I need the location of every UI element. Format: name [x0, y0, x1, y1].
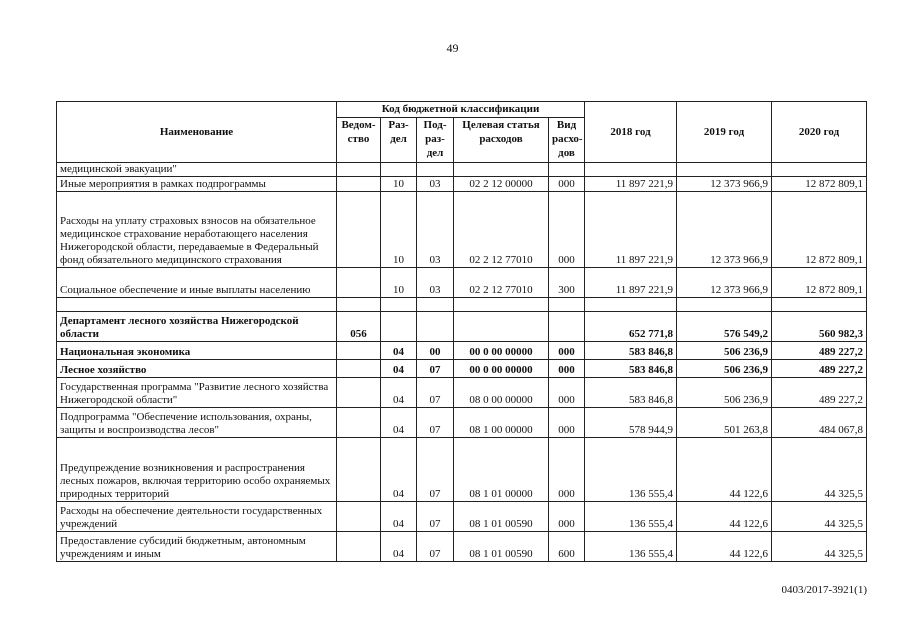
cell-name — [57, 298, 337, 312]
cell-tselevaya-statya: 02 2 12 77010 — [454, 268, 549, 298]
cell-name: Национальная экономика — [57, 342, 337, 360]
cell-2019: 501 263,8 — [677, 408, 772, 438]
cell-name: Иные мероприятия в рамках подпрограммы — [57, 177, 337, 192]
cell-vid-raskhodov: 000 — [549, 438, 585, 502]
cell-name: Лесное хозяйство — [57, 360, 337, 378]
cell-2020: 489 227,2 — [772, 342, 867, 360]
cell-name: Государственная программа "Развитие лесного хозяйства Нижегородской области" — [57, 378, 337, 408]
cell-2019: 506 236,9 — [677, 360, 772, 378]
cell-name: Предоставление субсидий бюджетным, автономным учреждениям и иным — [57, 532, 337, 562]
cell-vedomstvo — [337, 532, 381, 562]
cell-podrazdel: 03 — [417, 192, 454, 268]
cell-razdel: 04 — [381, 360, 417, 378]
cell-vid-raskhodov — [549, 312, 585, 342]
cell-2020: 12 872 809,1 — [772, 177, 867, 192]
cell-2019: 12 373 966,9 — [677, 268, 772, 298]
cell-razdel: 10 — [381, 192, 417, 268]
cell-tselevaya-statya: 08 0 00 00000 — [454, 378, 549, 408]
table-row — [57, 532, 867, 562]
table-row — [57, 438, 867, 502]
cell-vid-raskhodov — [549, 298, 585, 312]
cell-vedomstvo — [337, 192, 381, 268]
header-tselevaya-statya: Целевая статья расходов — [454, 118, 549, 163]
header-name: Наименование — [57, 102, 337, 163]
table-row — [57, 163, 867, 177]
cell-vedomstvo — [337, 408, 381, 438]
cell-2019: 44 122,6 — [677, 438, 772, 502]
cell-name: Социальное обеспечение и иные выплаты населению — [57, 268, 337, 298]
cell-razdel: 04 — [381, 378, 417, 408]
cell-vid-raskhodov: 600 — [549, 532, 585, 562]
table-row — [57, 360, 867, 378]
table-row — [57, 298, 867, 312]
header-2019: 2019 год — [677, 102, 772, 163]
cell-2020: 484 067,8 — [772, 408, 867, 438]
page-number: 49 — [446, 41, 459, 55]
cell-razdel — [381, 312, 417, 342]
cell-vid-raskhodov: 000 — [549, 192, 585, 268]
cell-tselevaya-statya: 00 0 00 00000 — [454, 342, 549, 360]
cell-vid-raskhodov: 000 — [549, 342, 585, 360]
cell-2018: 583 846,8 — [585, 378, 677, 408]
cell-tselevaya-statya: 02 2 12 77010 — [454, 192, 549, 268]
cell-2019: 506 236,9 — [677, 342, 772, 360]
cell-2018: 578 944,9 — [585, 408, 677, 438]
cell-2020: 44 325,5 — [772, 438, 867, 502]
cell-vedomstvo — [337, 268, 381, 298]
cell-tselevaya-statya: 08 1 01 00000 — [454, 438, 549, 502]
cell-2018: 652 771,8 — [585, 312, 677, 342]
cell-name: Расходы на обеспечение деятельности государственных учреждений — [57, 502, 337, 532]
table-row — [57, 342, 867, 360]
table-row — [57, 408, 867, 438]
cell-2018: 136 555,4 — [585, 438, 677, 502]
cell-razdel: 04 — [381, 438, 417, 502]
cell-vid-raskhodov: 000 — [549, 177, 585, 192]
cell-name: Департамент лесного хозяйства Нижегородской области — [57, 312, 337, 342]
table-row — [57, 268, 867, 298]
cell-2018 — [585, 298, 677, 312]
table-row — [57, 192, 867, 268]
cell-podrazdel: 03 — [417, 268, 454, 298]
cell-razdel: 04 — [381, 408, 417, 438]
cell-2018: 583 846,8 — [585, 342, 677, 360]
cell-vid-raskhodov: 000 — [549, 378, 585, 408]
cell-2020: 560 982,3 — [772, 312, 867, 342]
cell-2019: 44 122,6 — [677, 532, 772, 562]
cell-tselevaya-statya: 08 1 00 00000 — [454, 408, 549, 438]
cell-vid-raskhodov: 000 — [549, 502, 585, 532]
cell-2019: 576 549,2 — [677, 312, 772, 342]
cell-vedomstvo: 056 — [337, 312, 381, 342]
cell-tselevaya-statya: 08 1 01 00590 — [454, 532, 549, 562]
cell-podrazdel: 07 — [417, 378, 454, 408]
cell-vedomstvo — [337, 342, 381, 360]
header-podrazdel: Под-раз-дел — [417, 118, 454, 163]
cell-vedomstvo — [337, 177, 381, 192]
cell-tselevaya-statya — [454, 298, 549, 312]
header-vid-raskhodov: Вид расхо-дов — [549, 118, 585, 163]
cell-vid-raskhodov: 300 — [549, 268, 585, 298]
table-row — [57, 502, 867, 532]
cell-podrazdel: 07 — [417, 502, 454, 532]
cell-2018: 11 897 221,9 — [585, 268, 677, 298]
cell-vedomstvo — [337, 298, 381, 312]
cell-2020: 44 325,5 — [772, 502, 867, 532]
cell-vid-raskhodov: 000 — [549, 408, 585, 438]
cell-2020: 489 227,2 — [772, 360, 867, 378]
cell-2019: 12 373 966,9 — [677, 177, 772, 192]
header-2020: 2020 год — [772, 102, 867, 163]
cell-2019: 44 122,6 — [677, 502, 772, 532]
cell-podrazdel — [417, 312, 454, 342]
cell-name: Расходы на уплату страховых взносов на обязательное медицинское страхование неработающего населения Нижегородской области, передаваемые в Федеральный фонд обязательного медицинского страхования — [57, 192, 337, 268]
cell-2018 — [585, 163, 677, 177]
header-razdel: Раз-дел — [381, 118, 417, 163]
document-code: 0403/2017-3921(1) — [781, 584, 867, 596]
cell-2020: 44 325,5 — [772, 532, 867, 562]
cell-2020: 12 872 809,1 — [772, 192, 867, 268]
cell-2020 — [772, 298, 867, 312]
cell-tselevaya-statya: 02 2 12 00000 — [454, 177, 549, 192]
header-budget-code-group: Код бюджетной классификации — [337, 102, 585, 118]
cell-podrazdel: 00 — [417, 342, 454, 360]
header-vedomstvo: Ведом-ство — [337, 118, 381, 163]
cell-razdel — [381, 298, 417, 312]
cell-2020 — [772, 163, 867, 177]
cell-razdel: 10 — [381, 177, 417, 192]
table-row — [57, 312, 867, 342]
cell-vedomstvo — [337, 360, 381, 378]
table-row — [57, 177, 867, 192]
cell-podrazdel — [417, 163, 454, 177]
cell-podrazdel: 07 — [417, 438, 454, 502]
cell-razdel: 10 — [381, 268, 417, 298]
cell-razdel: 04 — [381, 342, 417, 360]
cell-tselevaya-statya: 08 1 01 00590 — [454, 502, 549, 532]
cell-tselevaya-statya — [454, 312, 549, 342]
cell-2018: 11 897 221,9 — [585, 177, 677, 192]
header-2018: 2018 год — [585, 102, 677, 163]
cell-2018: 583 846,8 — [585, 360, 677, 378]
cell-2019: 12 373 966,9 — [677, 192, 772, 268]
cell-name: Предупреждение возникновения и распространения лесных пожаров, включая территорию особо охраняемых природных территорий — [57, 438, 337, 502]
cell-2019 — [677, 163, 772, 177]
cell-name: Подпрограмма "Обеспечение использования, охраны, защиты и воспроизводства лесов" — [57, 408, 337, 438]
cell-vid-raskhodov: 000 — [549, 360, 585, 378]
budget-table — [56, 101, 867, 562]
cell-tselevaya-statya: 00 0 00 00000 — [454, 360, 549, 378]
cell-podrazdel: 07 — [417, 408, 454, 438]
cell-2019 — [677, 298, 772, 312]
cell-razdel — [381, 163, 417, 177]
cell-podrazdel: 03 — [417, 177, 454, 192]
cell-2020: 12 872 809,1 — [772, 268, 867, 298]
cell-name: медицинской эвакуации" — [57, 163, 337, 177]
cell-2020: 489 227,2 — [772, 378, 867, 408]
cell-razdel: 04 — [381, 532, 417, 562]
table-body — [57, 163, 867, 562]
cell-vedomstvo — [337, 438, 381, 502]
cell-tselevaya-statya — [454, 163, 549, 177]
cell-2018: 136 555,4 — [585, 532, 677, 562]
cell-vid-raskhodov — [549, 163, 585, 177]
cell-podrazdel: 07 — [417, 360, 454, 378]
cell-podrazdel — [417, 298, 454, 312]
cell-2018: 136 555,4 — [585, 502, 677, 532]
cell-podrazdel: 07 — [417, 532, 454, 562]
cell-vedomstvo — [337, 163, 381, 177]
cell-2019: 506 236,9 — [677, 378, 772, 408]
cell-razdel: 04 — [381, 502, 417, 532]
cell-2018: 11 897 221,9 — [585, 192, 677, 268]
cell-vedomstvo — [337, 378, 381, 408]
table-row — [57, 378, 867, 408]
cell-vedomstvo — [337, 502, 381, 532]
